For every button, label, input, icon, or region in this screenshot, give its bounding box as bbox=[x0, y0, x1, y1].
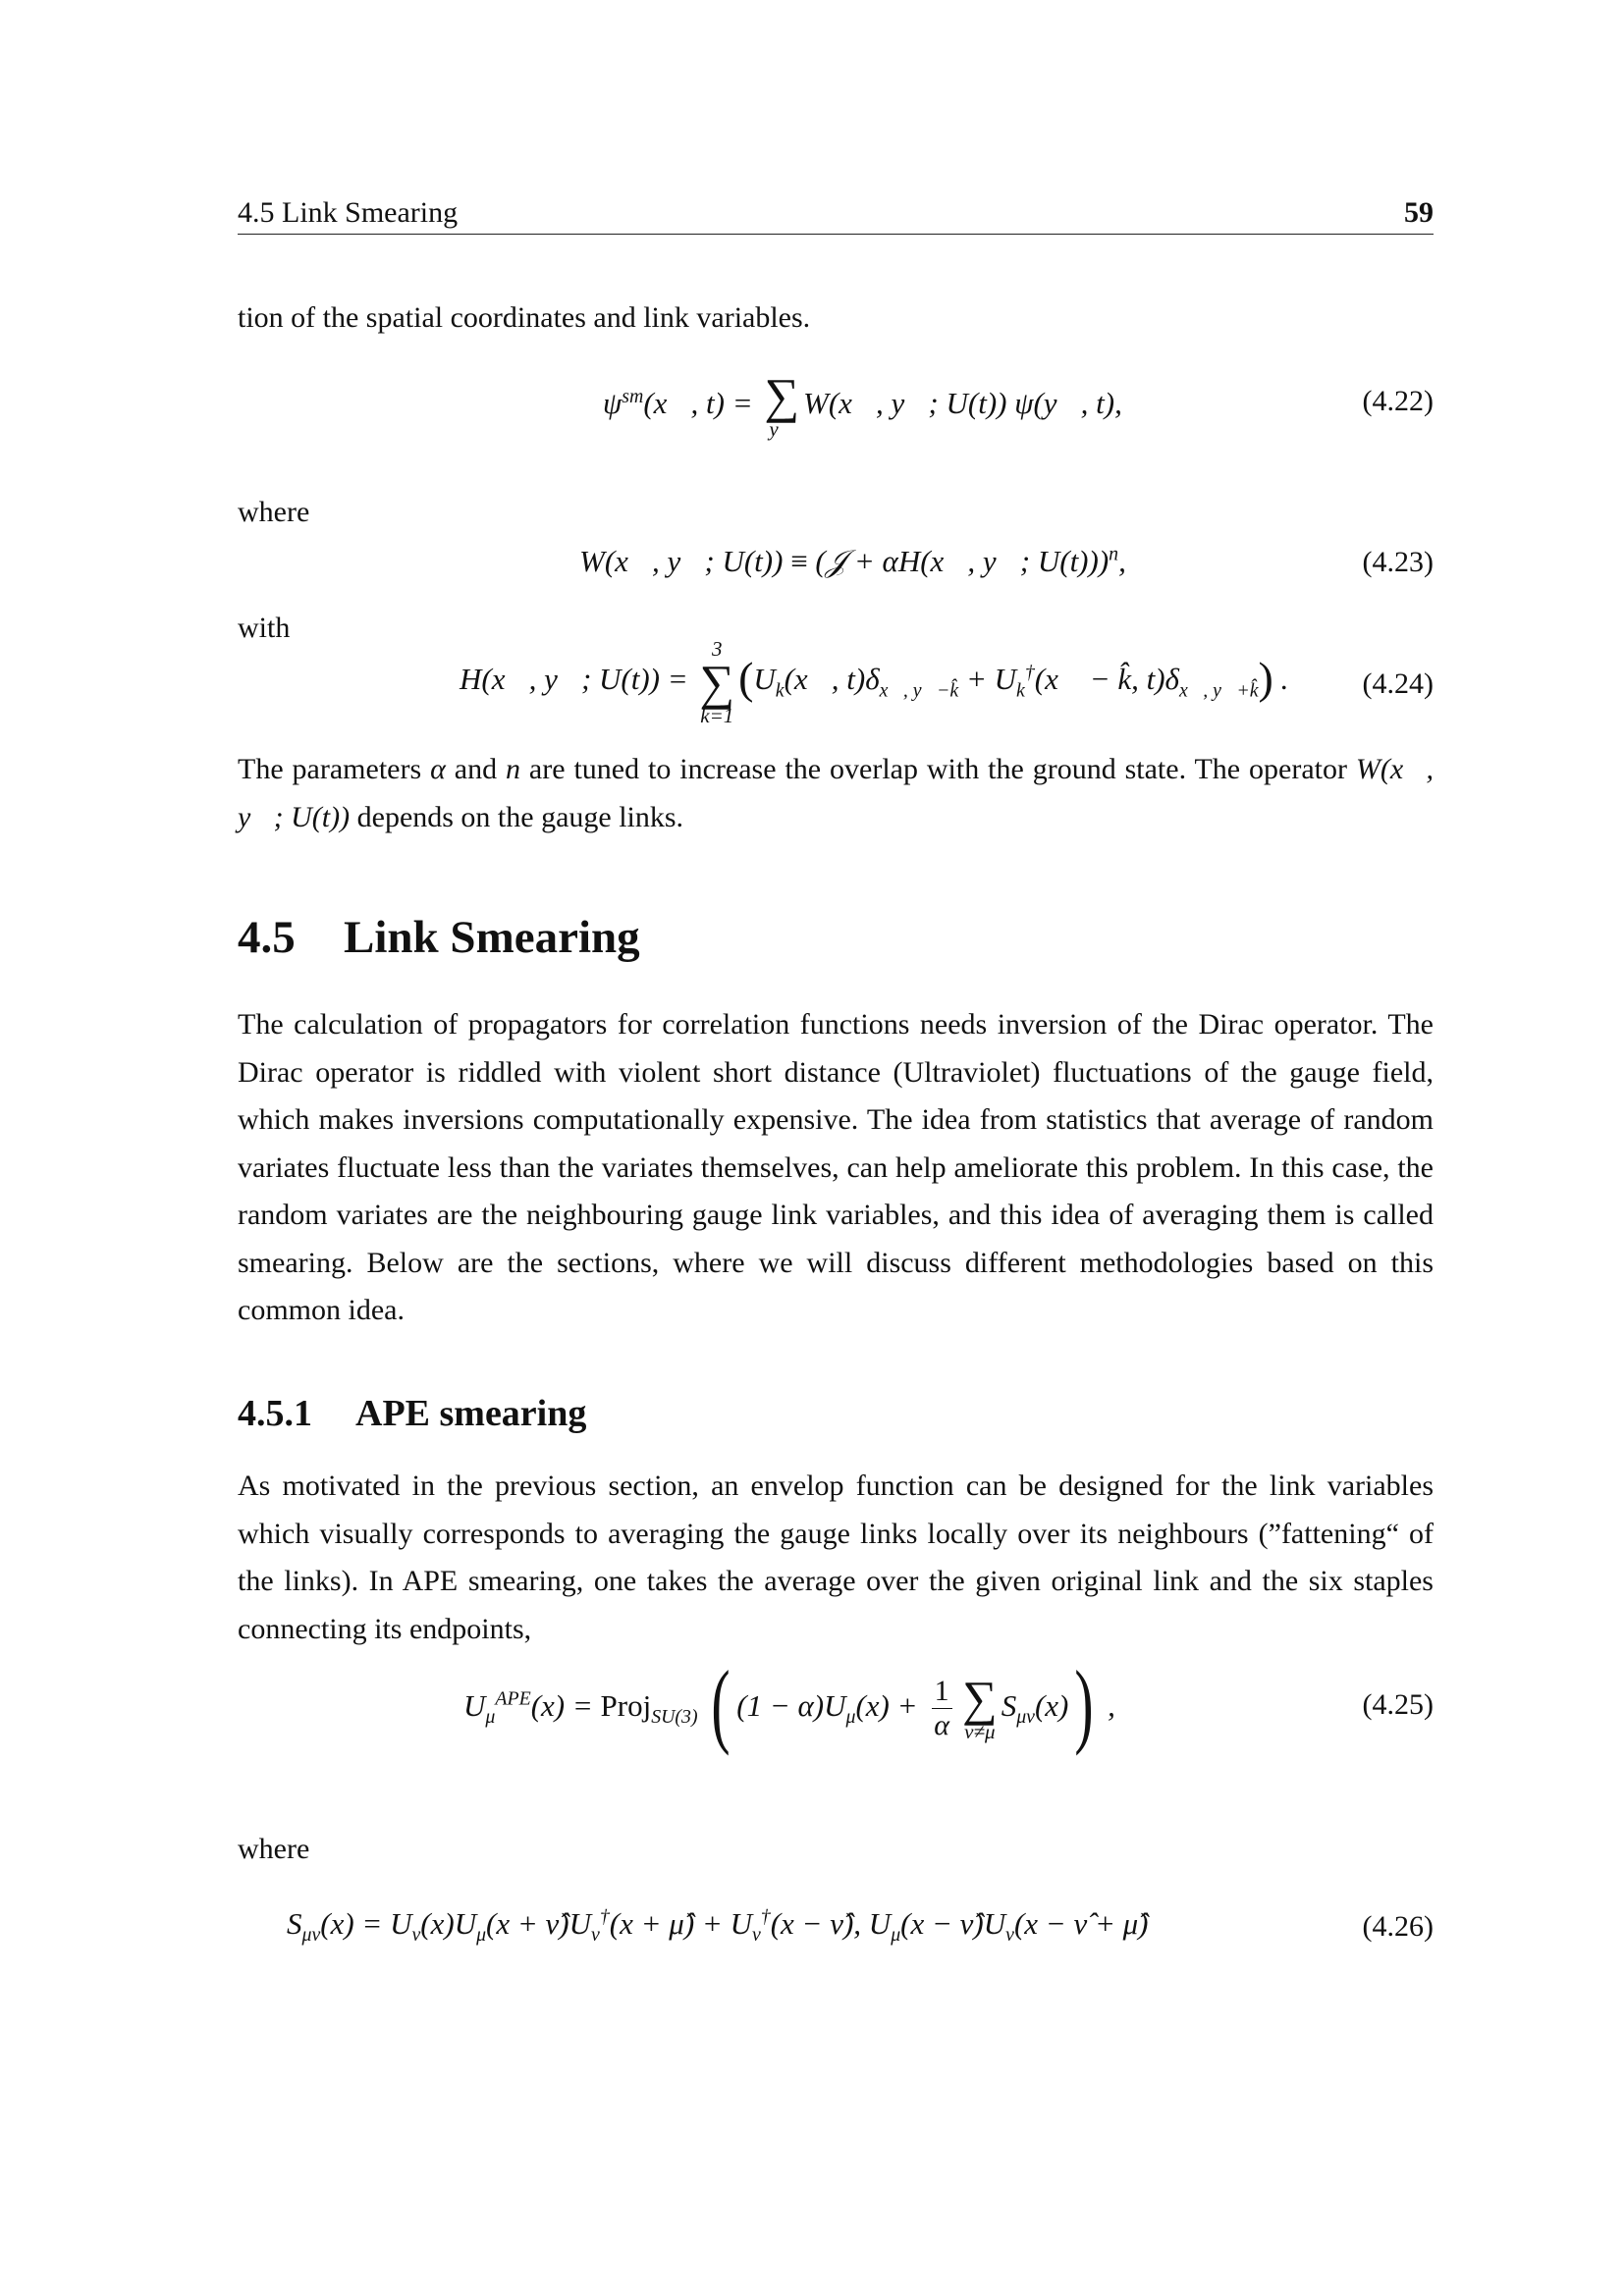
equation-4-24-body: H(x⃗, y⃗; U(t)) = 3 ∑ k=1 ($U_k(x⃗$, $t)\delta_{x⃗, y⃗-k̂}$ + $U_k^\dagger(x⃗$ − k̂, $t)\delta_{x⃗, y⃗+k̂}$) . bbox=[460, 637, 1289, 727]
equation-number: (4.24) bbox=[1362, 667, 1434, 700]
label-where: where bbox=[238, 496, 310, 528]
params-text-3: are tuned to increase the overlap with the ground state. The operator bbox=[528, 753, 1347, 785]
equation-4-25-body: $U_\mu^{APE}(x)$ = Proj$_{SU(3)}$ ( $(1 - \alpha)U_\mu(x)$ + $\frac{1}{\alpha}$ ∑ ν≠μ $S_{\mu\nu}(x)$) , bbox=[463, 1651, 1115, 1756]
equation-number: (4.22) bbox=[1362, 385, 1434, 417]
alpha-symbol: α bbox=[430, 753, 446, 785]
parameters-paragraph bbox=[238, 746, 1434, 841]
page-number: 59 bbox=[1404, 196, 1434, 229]
running-header bbox=[238, 196, 1434, 235]
section-number: 4.5 bbox=[238, 912, 296, 963]
params-text-2: and bbox=[454, 753, 498, 785]
section-title: Link Smearing bbox=[344, 912, 640, 963]
equation-4-22-body: $\psi^{sm}(x⃗$, t) = ∑ y⃗ W(x⃗, y⃗; U(t)) ψ(y⃗, t), bbox=[603, 368, 1122, 441]
equation-number: (4.25) bbox=[1362, 1688, 1434, 1721]
label-where: where bbox=[238, 1833, 310, 1865]
equation-number: (4.26) bbox=[1362, 1910, 1434, 1943]
equation-4-23-body: W(x⃗, y⃗; U(t)) ≡ (𝒥 + αH(x⃗, y⃗; U(t)))$^n$, bbox=[579, 543, 1126, 578]
equation-4-24 bbox=[238, 638, 1434, 736]
ape-paragraph: As motivated in the previous section, an envelop function can be designed for the link variables which visually corresponds to averaging the gauge links locally over its neighbours (”fattening“ of the links). In APE smearing, one takes the average over the given original link and the six staples connecting its endpoints, bbox=[238, 1469, 1434, 1645]
params-text-4: depends on the gauge links. bbox=[356, 800, 684, 833]
equation-4-26 bbox=[238, 1904, 1434, 1953]
intro-text: tion of the spatial coordinates and link variables. bbox=[238, 301, 811, 334]
subsection-heading bbox=[238, 1392, 586, 1435]
section-paragraph: The calculation of propagators for correlation functions needs inversion of the Dirac operator. The Dirac operator is riddled with violent short distance (Ultraviolet) fluctuations of the gauge field, which makes inversions computationally expensive. The idea from statistics that average of random variates fluctuate less than the variates themselves, can help ameliorate this problem. In this case, the random variates are the neighbouring gauge link variables, and this idea of averaging them is called smearing. Below are the sections, where we will discuss different methodologies based on this common idea. bbox=[238, 1008, 1434, 1326]
equation-4-22 bbox=[238, 368, 1434, 461]
equation-4-23 bbox=[238, 540, 1434, 589]
equation-number: (4.23) bbox=[1362, 546, 1434, 578]
equation-4-26-body: $S_{\mu\nu}(x) = U_\nu(x)U_\mu(x$ + $\nû)U_\nu^\dagger(x$ + μ̂) + $U_\nu^\dagger(x$ − ν̂), $U_\mu(x$ − $\nû)U_\nu(x$ − ν̂ + μ̂) bbox=[287, 1905, 1149, 1947]
n-symbol: n bbox=[506, 753, 520, 785]
equation-4-25 bbox=[238, 1649, 1434, 1777]
subsection-number: 4.5.1 bbox=[238, 1393, 312, 1434]
section-heading bbox=[238, 911, 640, 964]
w-operator-symbol: W(x⃗, y⃗; U(t)) bbox=[238, 753, 1435, 833]
subsection-title: APE smearing bbox=[355, 1393, 587, 1434]
header-section-title: 4.5 Link Smearing bbox=[238, 196, 459, 229]
params-text-1: The parameters bbox=[238, 753, 422, 785]
label-with: with bbox=[238, 612, 291, 644]
